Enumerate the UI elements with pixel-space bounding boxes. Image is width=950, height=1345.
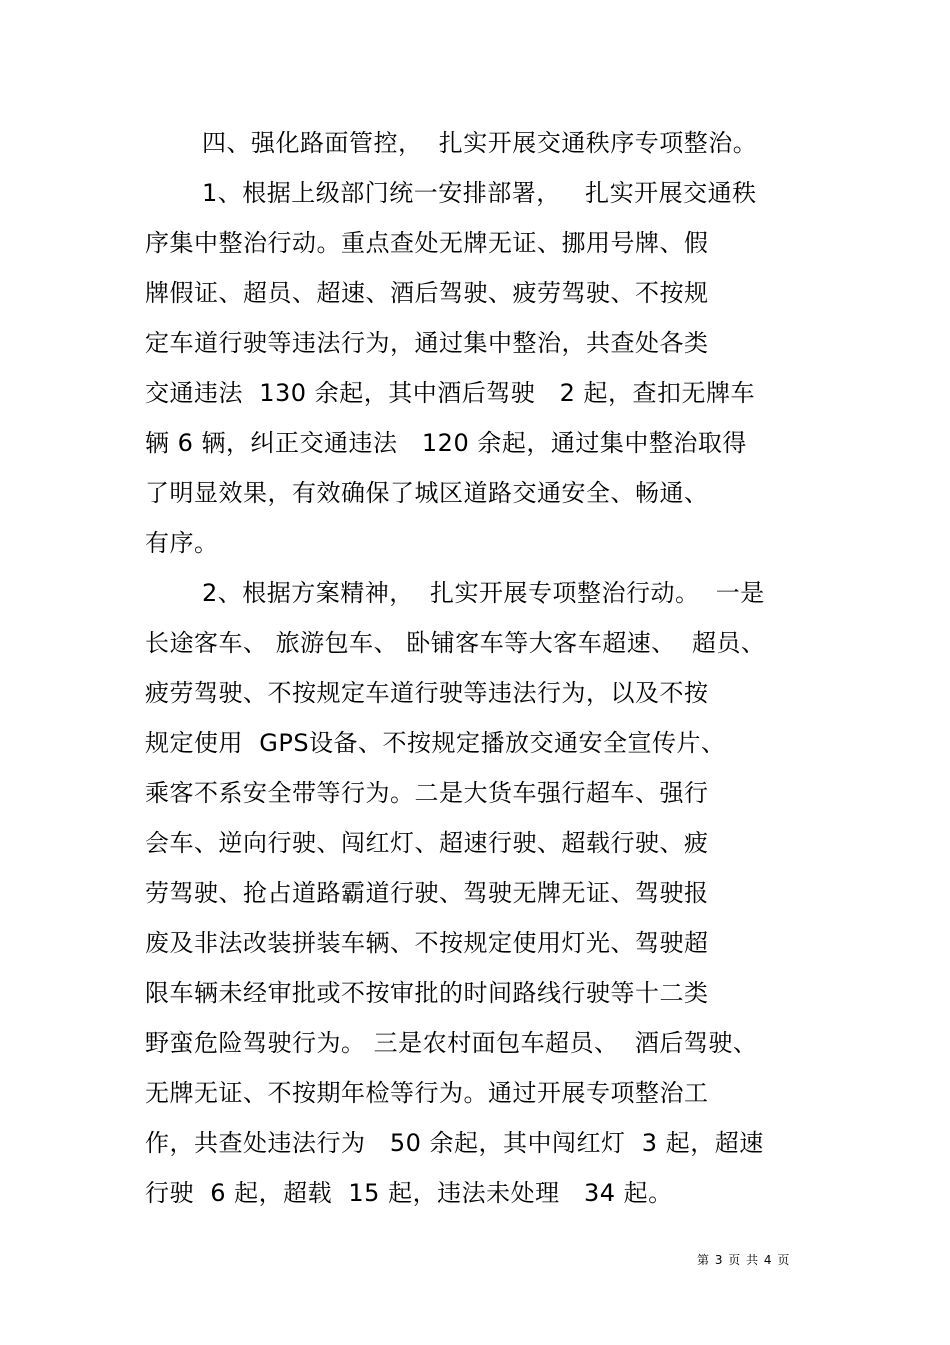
paragraph-line: 行驶 6 起，超载 15 起，违法未处理 34 起。 [145, 1179, 673, 1207]
paragraph-heading: 四、强化路面管控， 扎实开展交通秩序专项整治。 [202, 129, 758, 157]
paragraph-line: 规定使用 GPS设备、不按规定播放交通安全宣传片、 [145, 729, 726, 757]
paragraph-line: 了明显效果，有效确保了城区道路交通安全、畅通、 [145, 479, 709, 507]
paragraph-line: 1、根据上级部门统一安排部署， 扎实开展交通秩 [202, 179, 757, 207]
paragraph-line: 限车辆未经审批或不按审批的时间路线行驶等十二类 [145, 979, 709, 1007]
paragraph-line: 序集中整治行动。重点查处无牌无证、挪用号牌、假 [145, 229, 709, 257]
paragraph-line: 会车、逆向行驶、闯红灯、超速行驶、超载行驶、疲 [145, 829, 709, 857]
paragraph-line: 作，共查处违法行为 50 余起，其中闯红灯 3 起，超速 [145, 1129, 764, 1157]
paragraph-line: 疲劳驾驶、不按规定车道行驶等违法行为，以及不按 [145, 679, 709, 707]
paragraph-line: 定车道行驶等违法行为，通过集中整治，共查处各类 [145, 329, 709, 357]
paragraph-line: 辆 6 辆，纠正交通违法 120 余起，通过集中整治取得 [145, 429, 747, 457]
paragraph-line: 2、根据方案精神， 扎实开展专项整治行动。 一是 [202, 579, 765, 607]
paragraph-line: 劳驾驶、抢占道路霸道行驶、驾驶无牌无证、驾驶报 [145, 879, 709, 907]
paragraph-line: 交通违法 130 余起，其中酒后驾驶 2 起，查扣无牌车 [145, 379, 755, 407]
paragraph-line: 牌假证、超员、超速、酒后驾驶、疲劳驾驶、不按规 [145, 279, 709, 307]
paragraph-line: 无牌无证、不按期年检等行为。通过开展专项整治工 [145, 1079, 709, 1107]
paragraph-line: 野蛮危险驾驶行为。 三是农村面包车超员、 酒后驾驶、 [145, 1029, 758, 1057]
page-number-footer: 第 3 页 共 4 页 [697, 1253, 791, 1267]
paragraph-line: 废及非法改装拼装车辆、不按规定使用灯光、驾驶超 [145, 929, 709, 957]
paragraph-line: 长途客车、 旅游包车、 卧铺客车等大客车超速、 超员、 [145, 629, 766, 657]
paragraph-line: 乘客不系安全带等行为。二是大货车强行超车、强行 [145, 779, 709, 807]
paragraph-line: 有序。 [145, 529, 219, 557]
